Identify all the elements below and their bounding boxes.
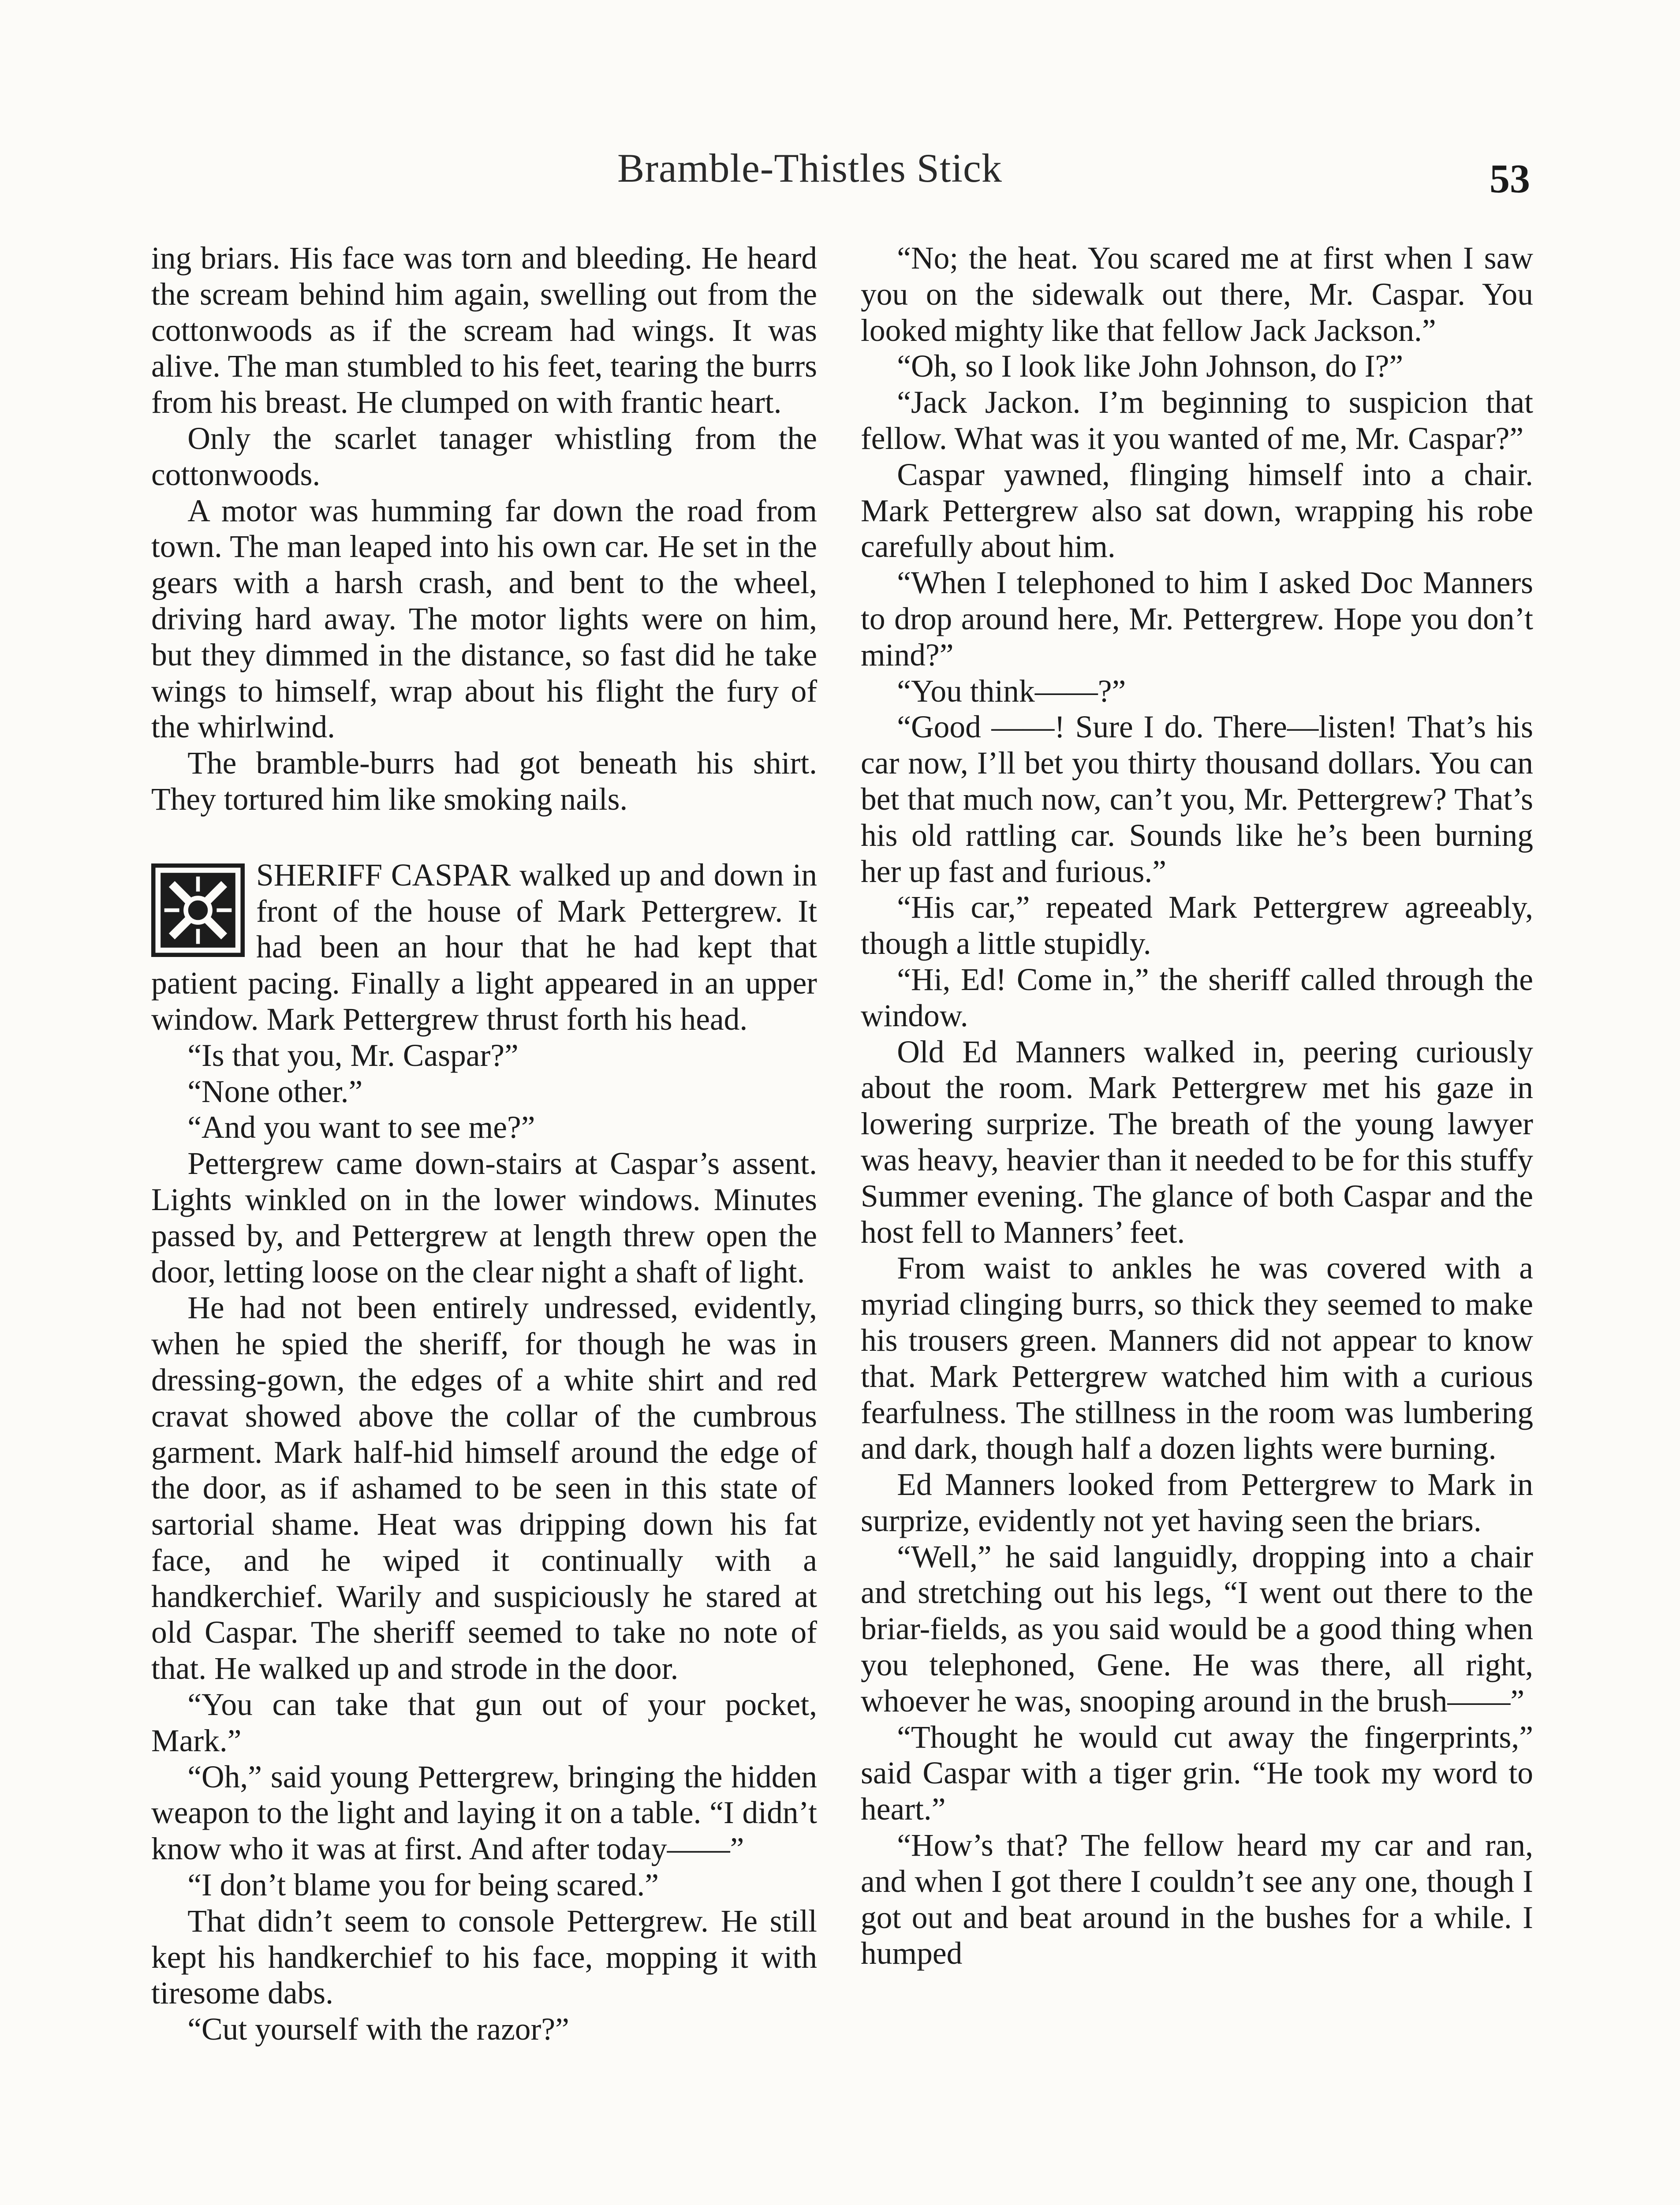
- paragraph: “When I telephoned to him I asked Doc Manners to drop around here, Mr. Pettergrew. Hope you don’t mind?”: [861, 565, 1533, 673]
- paragraph: “Is that you, Mr. Caspar?”: [187, 1038, 519, 1073]
- paragraph: He had not been entirely undressed, evidently, when he spied the sheriff, for though he was in dressing-gown, the edges of a white shirt and red cravat showed above the collar of the cumbrous garment. Mark half-hid himself around the edge of the door, as if ashamed to be seen in this state of sartorial shame. Heat was dripping down his fat face, and he wiped it continually with a handkerchief. Warily and suspiciously he stared at old Caspar. The sheriff seemed to take no note of that. He walked up and strode in the door.: [151, 1290, 817, 1686]
- page-number: 53: [1490, 156, 1530, 201]
- paragraph: Caspar yawned, flinging himself into a chair. Mark Pettergrew also sat down, wrapping his robe carefully about him.: [861, 457, 1533, 564]
- paragraph: “Hi, Ed! Come in,” the sheriff called through the window.: [861, 962, 1533, 1033]
- paragraph: Old Ed Manners walked in, peering curiously about the room. Mark Pettergrew met his gaze in lowering surprize. The breath of the young lawyer was heavy, heavier than it needed to be for this stuffy Summer evening. The glance of both Caspar and the host fell to Manners’ feet.: [861, 1034, 1533, 1250]
- paragraph: “And you want to see me?”: [187, 1110, 535, 1145]
- running-title: Bramble-Thistles Stick: [617, 146, 1002, 191]
- paragraph: “None other.”: [187, 1074, 363, 1109]
- paragraph: “I don’t blame you for being scared.”: [187, 1868, 659, 1903]
- paragraph: The bramble-burrs had got beneath his shirt. They tortured him like smoking nails.: [151, 746, 817, 817]
- section-paragraph: [151, 857, 817, 1038]
- paragraph: “His car,” repeated Mark Pettergrew agreeably, though a little stupidly.: [861, 890, 1533, 961]
- paragraph: “You think——?”: [897, 673, 1126, 709]
- paragraph: Only the scarlet tanager whistling from the cottonwoods.: [151, 421, 817, 492]
- paragraph: ing briars. His face was torn and bleeding. He heard the scream behind him again, swelling out from the cottonwoods as if the scream had wings. It was alive. The man stumbled to his feet, tearing the burrs from his breast. He clumped on with frantic heart.: [151, 241, 817, 420]
- paragraph: Pettergrew came down-stairs at Caspar’s assent. Lights winkled on in the lower windows. Minutes passed by, and Pettergrew at length threw open the door, letting loose on the clear night a shaft of light.: [151, 1146, 817, 1289]
- paragraph: “You can take that gun out of your pocket, Mark.”: [151, 1687, 817, 1758]
- paragraph: From waist to ankles he was covered with a myriad clinging burrs, so thick they seemed to make his trousers green. Manners did not appear to know that. Mark Pettergrew watched him with a curious fearfulness. The stillness in the room was lumbering and dark, though half a dozen lights were burning.: [861, 1251, 1533, 1466]
- paragraph: “Oh,” said young Pettergrew, bringing the hidden weapon to the light and laying it on a table. “I didn’t know who it was at first. And after today——”: [151, 1759, 817, 1867]
- left-column: [151, 240, 817, 2048]
- paragraph: “Cut yourself with the razor?”: [187, 2012, 569, 2047]
- paragraph: A motor was humming far down the road from town. The man leaped into his own car. He set in the gears with a harsh crash, and bent to the wheel, driving hard away. The motor lights were on him, but they dimmed in the distance, so fast did he take wings to himself, wrap about his flight the fury of the whirlwind.: [151, 493, 817, 745]
- paragraph: “Thought he would cut away the fingerprints,” said Caspar with a tiger grin. “He took my word to heart.”: [861, 1719, 1533, 1827]
- paragraph: “No; the heat. You scared me at first when I saw you on the sidewalk out there, Mr. Caspar. You looked mighty like that fellow Jack Jackson.”: [861, 241, 1533, 348]
- paragraph: “Well,” he said languidly, dropping into a chair and stretching out his legs, “I went out there to the briar-fields, as you said would be a good thing when you telephoned, Gene. He was there, all right, whoever he was, snooping around in the brush——”: [861, 1539, 1533, 1719]
- ornamental-initial-icon: [151, 863, 245, 957]
- paragraph: “Jack Jackon. I’m beginning to suspicion that fellow. What was it you wanted of me, Mr. Caspar?”: [861, 385, 1533, 456]
- right-column: [861, 240, 1533, 1972]
- section-text: SHERIFF CASPAR walked up and down in front of the house of Mark Pettergrew. It had been an hour that he had kept that patient pacing. Finally a light appeared in an upper window. Mark Pettergrew thrust forth his head.: [151, 857, 817, 1037]
- paragraph: “How’s that? The fellow heard my car and ran, and when I got there I couldn’t see any one, though I got out and beat around in the bushes for a while. I humped: [861, 1828, 1533, 1971]
- paragraph: “Good ——! Sure I do. There—listen! That’s his car now, I’ll bet you thirty thousand dollars. You can bet that much now, can’t you, Mr. Pettergrew? That’s his old rattling car. Sounds like he’s been burning her up fast and furious.”: [861, 710, 1533, 889]
- paragraph: Ed Manners looked from Pettergrew to Mark in surprize, evidently not yet having seen the briars.: [861, 1467, 1533, 1538]
- paragraph: “Oh, so I look like John Johnson, do I?”: [897, 349, 1404, 384]
- paragraph: That didn’t seem to console Pettergrew. He still kept his handkerchief to his face, mopping it with tiresome dabs.: [151, 1903, 817, 2011]
